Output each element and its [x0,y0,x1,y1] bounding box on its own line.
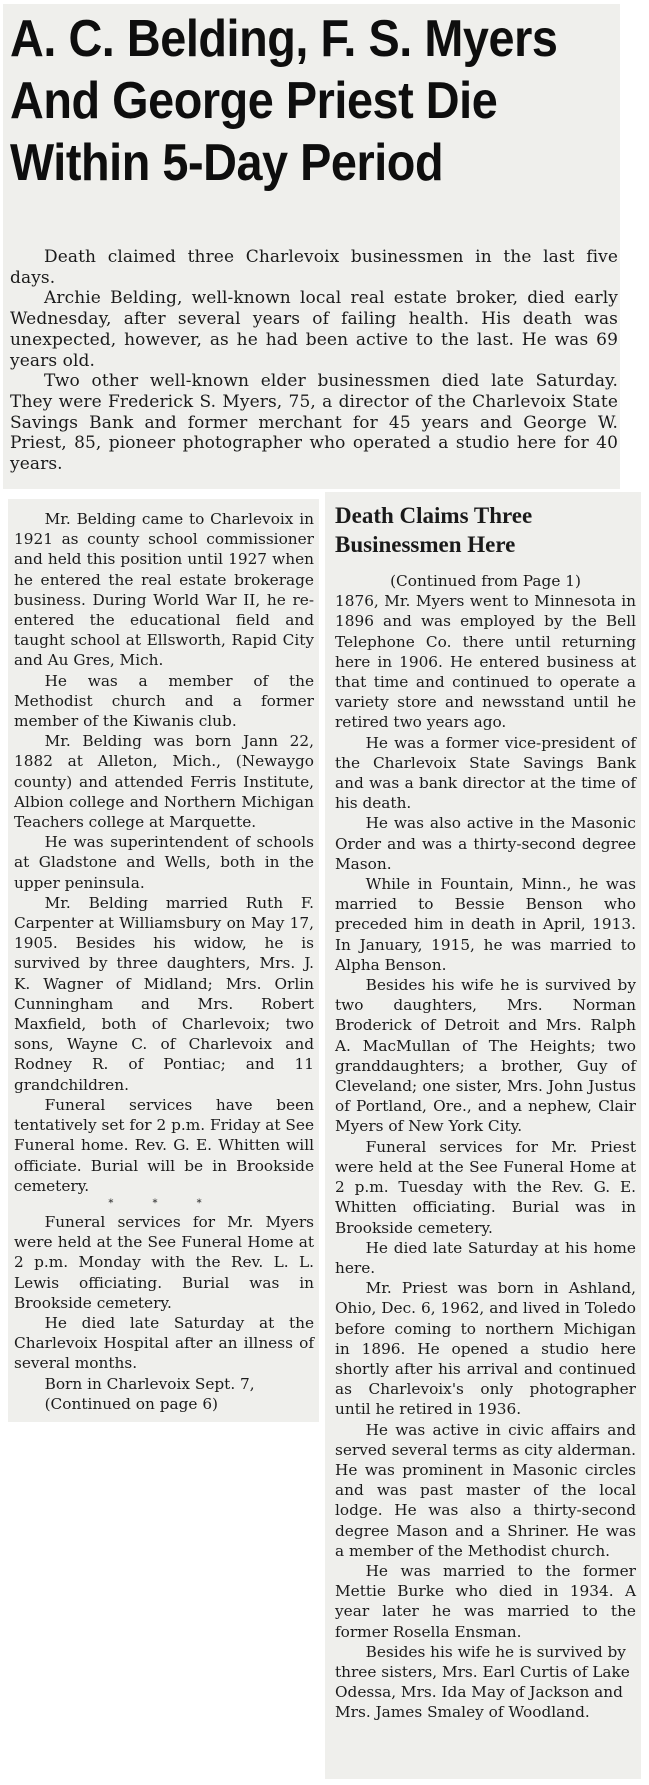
lead-paragraph: Archie Belding, well-known local real estate broker, died early Wednesday, after several years of failing health. His death was unexpected, however, as he had been active to the last. He was 69 years old. [10,288,618,371]
continuation-paragraph: While in Fountain, Minn., he was married to Bessie Benson who preceded him in death in April, 1913. In January, 1915, he was married to Alpha Benson. [335,875,636,974]
belding-paragraph: Funeral services have been tentatively set for 2 p.m. Friday at See Funeral home. Rev. G. E. Whitten will officiate. Burial will be in Brookside cemetery. [14,1095,314,1195]
lead-paragraph: Death claimed three Charlevoix businessmen in the last five days. [10,247,618,288]
myers-paragraph: He died late Saturday at the Charlevoix Hospital after an illness of several months. [14,1313,314,1373]
myers-paragraph: Born in Charlevoix Sept. 7, [44,1374,255,1393]
continuation-paragraph: Mr. Priest was born in Ashland, Ohio, Dec. 6, 1962, and lived in Toledo before coming to northern Michigan in 1896. He opened a studio here shortly after his arrival and continued as Charlevoix's only photographer until he retired in 1936. [335,1279,636,1419]
lead-paragraph: Two other well-known elder businessmen died late Saturday. They were Frederick S. Myers, 75, a director of the Charlevoix State Savings Bank and former merchant for 45 years and George W. Priest, 85, pioneer photographer who operated a studio here for 40 years. [10,371,618,475]
continuation-heading-line-1: Death Claims Three [335,503,533,528]
headline-line-1: A. C. Belding, F. S. Myers [10,10,558,68]
left-column [14,509,314,1414]
continuation-paragraph: Besides his wife he is survived by three sisters, Mrs. Earl Curtis of Lake Odessa, Mrs. Ida May of Jackson and Mrs. James Smaley of Woodland. [335,1642,630,1722]
continuation-paragraph: Funeral services for Mr. Priest were held at the See Funeral Home at 2 p.m. Tuesday with the Rev. G. E. Whitten officiating. Burial was in Brookside cemetery. [335,1137,636,1237]
belding-paragraph: Mr. Belding was born Jann 22, 1882 at Alleton, Mich., (Newaygo county) and attended Ferris Institute, Albion college and Northern Michigan Teachers college at Marquette. [14,732,314,832]
continuation-heading-line-2: Businessmen Here [335,532,516,557]
headline-line-2: And George Priest Die [10,72,498,130]
continuation-paragraph: Besides his wife he is survived by two daughters, Mrs. Norman Broderick of Detroit and Mrs. Ralph A. MacMullan of The Heights; two granddaughters; a brother, Guy of Cleveland; one sister, Mrs. John Justus of Portland, Ore., and a nephew, Clair Myers of New York City. [335,976,636,1136]
belding-paragraph: He was superintendent of schools at Gladstone and Wells, both in the upper peninsula. [14,833,314,892]
lead-paragraphs [10,247,618,475]
myers-paragraph: Funeral services for Mr. Myers were held at the See Funeral Home at 2 p.m. Monday with the Rev. L. L. Lewis officiating. Burial was in Brookside cemetery. [14,1212,314,1312]
continuation-paragraph: 1876, Mr. Myers went to Minnesota in 1896 and was employed by the Bell Telephone Co. there until returning here in 1906. He entered business at that time and continued to operate a variety store and newsstand until he retired two years ago. [335,592,636,732]
continuation-heading [335,501,636,559]
continuation-paragraph: He was a former vice-president of the Charlevoix State Savings Bank and was a bank director at the time of his death. [335,733,636,813]
continuation-paragraph: He was also active in the Masonic Order and was a thirty-second degree Mason. [335,814,636,873]
section-separator: * * * [108,1197,220,1209]
continuation-paragraph: He was active in civic affairs and served several terms as city alderman. He was prominent in Masonic circles and was past master of the local lodge. He was also a thirty-second degree Mason and a Shriner. He was a member of the Methodist church. [335,1420,636,1560]
belding-paragraph: He was a member of the Methodist church and a former member of the Kiwanis club. [14,671,314,731]
continued-from-line: (Continued from Page 1) [390,572,581,590]
headline [10,8,559,194]
continuation-paragraph: He was married to the former Mettie Burke who died in 1934. A year later he was married to the former Rosella Ensman. [335,1561,636,1641]
continued-on-line: (Continued on page 6) [44,1394,219,1413]
continuation-paragraph: He died late Saturday at his home here. [335,1238,636,1277]
headline-line-3: Within 5-Day Period [10,134,444,192]
belding-paragraph: Mr. Belding married Ruth F. Carpenter at Williamsbury on May 17, 1905. Besides his widow, he is survived by three daughters, Mrs. J. K. Wagner of Midland; Mrs. Orlin Cunningham and Mrs. Robert Maxfield, both of Charlevoix; two sons, Wayne C. of Charlevoix and Rodney R. of Pontiac; and 11 grandchildren. [14,893,314,1094]
belding-paragraph: Mr. Belding came to Charlevoix in 1921 as county school commissioner and held this position until 1927 when he entered the real estate brokerage business. During World War II, he re-entered the educational field and taught school at Ellsworth, Rapid City and Au Gres, Mich. [14,510,314,670]
right-column [335,501,636,1723]
